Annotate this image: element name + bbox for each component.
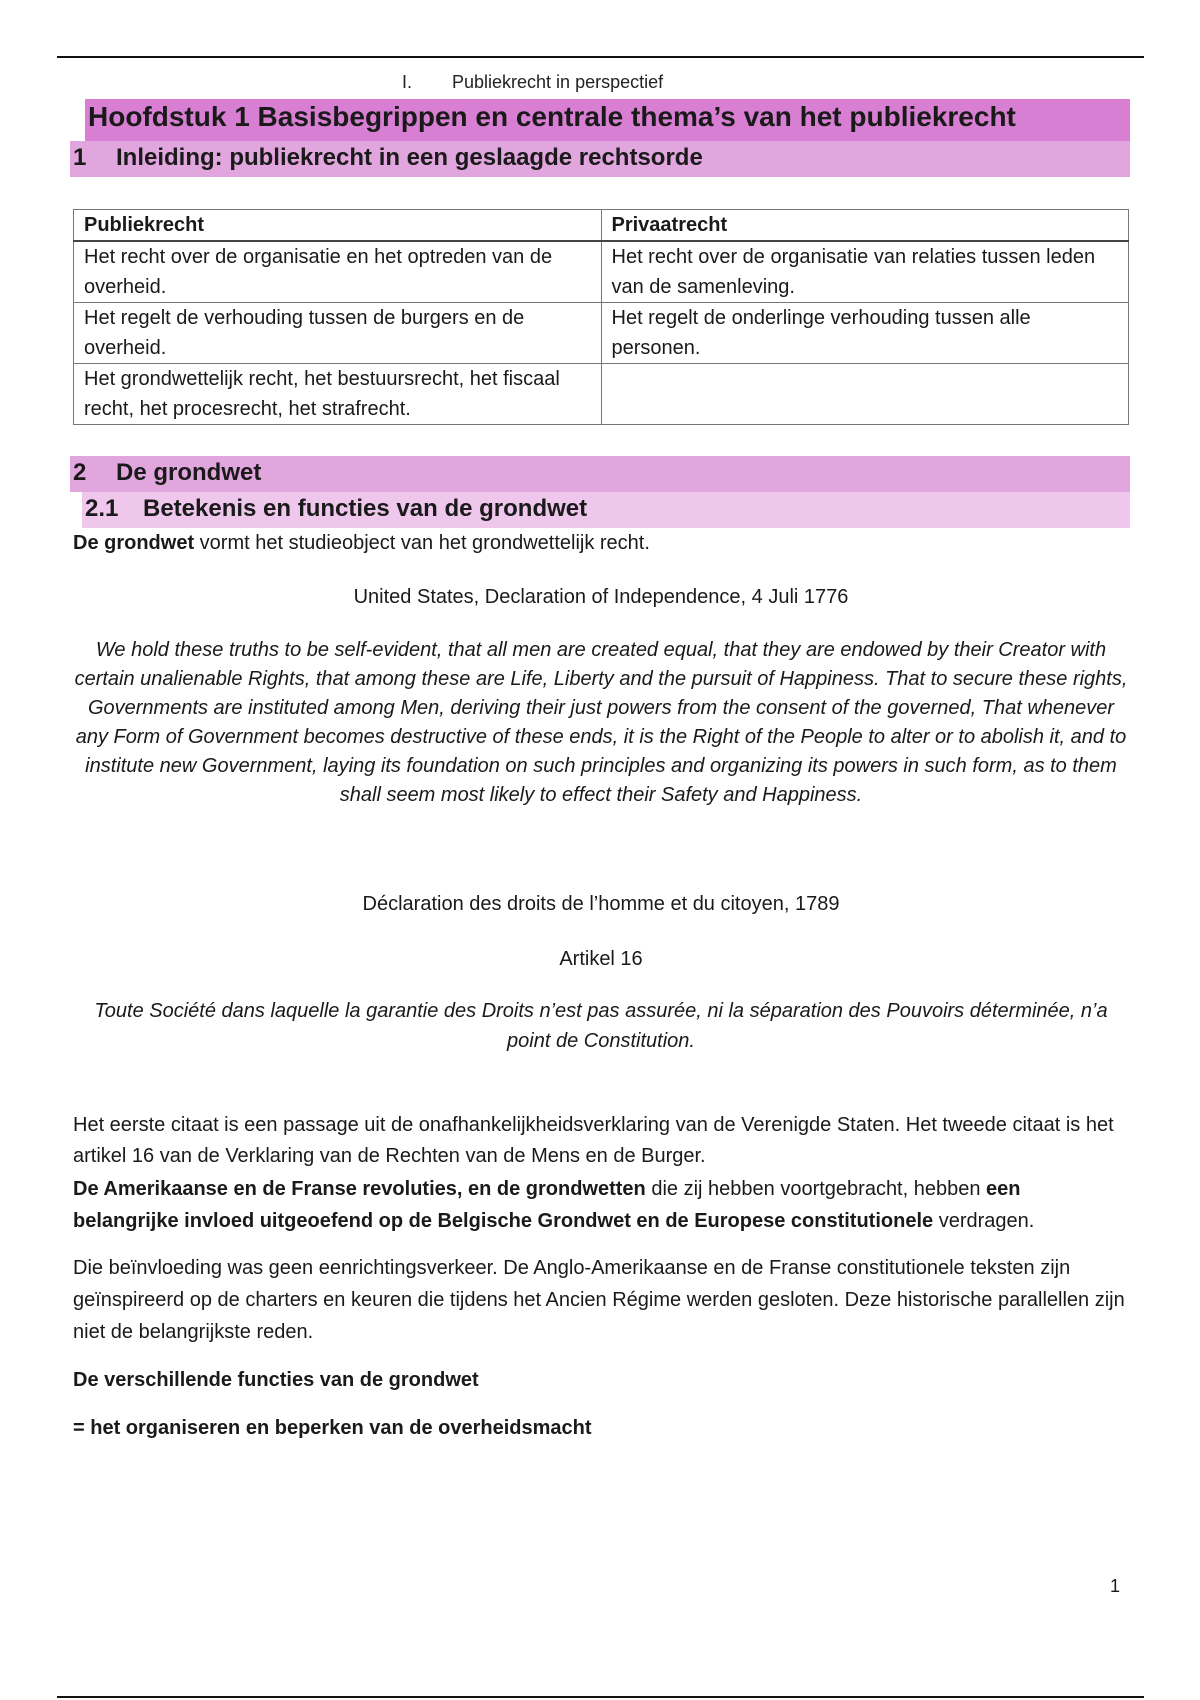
table-cell: Het regelt de verhouding tussen de burgers en de overheid. xyxy=(74,303,602,364)
section-2-heading xyxy=(70,456,1130,492)
quote-1-text: We hold these truths to be self-evident, that all men are created equal, that they are endowed by their Creator with certain unalienable Rights, that among these are Life, Liberty and the pursuit of Happiness. That to secure these rights, Governments are instituted among Men, deriving their just powers from the consent of the governed, That whenever any Form of Government becomes destructive of these ends, it is the Right of the People to alter or to abolish it, and to institute new Government, laying its foundation on such principles and organizing its powers in such form, as to them shall seem most likely to effect their Safety and Happiness. xyxy=(74,639,1128,806)
table-cell: Het grondwettelijk recht, het bestuursrecht, het fiscaal recht, het procesrecht, het strafrecht. xyxy=(74,364,602,425)
chapter-heading: Hoofdstuk 1 Basisbegrippen en centrale thema’s van het publiekrecht xyxy=(85,99,1130,141)
section-2-1-heading xyxy=(82,492,1130,528)
table-cell: Het recht over de organisatie en het optreden van de overheid. xyxy=(74,241,602,303)
functions-definition xyxy=(73,1412,1129,1444)
intro-bold: De grondwet xyxy=(73,532,195,554)
comparison-table xyxy=(73,209,1129,425)
page-number: 1 xyxy=(1110,1576,1121,1596)
paragraph-history: Die beïnvloeding was geen eenrichtingsverkeer. De Anglo-Amerikaanse en de Franse constitutionele teksten zijn geïnspireerd op de charters en keuren die tijdens het Ancien Régime werden gesloten. Deze historische parallellen zijn niet de belangrijkste reden. xyxy=(73,1257,1125,1343)
table-row xyxy=(74,303,1129,364)
section-2-1-number: 2.1 xyxy=(85,495,119,522)
quote-2-article: Artikel 16 xyxy=(559,948,643,970)
table-header-publiekrecht: Publiekrecht xyxy=(74,210,602,242)
table-cell: Het regelt de onderlinge verhouding tussen alle personen. xyxy=(601,303,1129,364)
intro-paragraph xyxy=(73,527,1129,559)
influence-bold-2: een belangrijke invloed uitgeoefend op de Belgische Grondwet en de Europese constitutionele xyxy=(73,1178,1021,1232)
table-row xyxy=(74,364,1129,425)
section-1-title: Inleiding: publiekrecht in een geslaagde rechtsorde xyxy=(116,144,703,171)
paragraph-citations: Het eerste citaat is een passage uit de onafhankelijkheidsverklaring van de Verenigde Staten. Het tweede citaat is het artikel 16 van de Verklaring van de Rechten van de Mens en de Burger. xyxy=(73,1114,1114,1167)
section-1-number: 1 xyxy=(73,144,87,171)
section-2-1-title: Betekenis en functies van de grondwet xyxy=(143,495,588,522)
top-rule xyxy=(57,56,1144,58)
section-2-title: De grondwet xyxy=(116,459,262,486)
quote-2-source: Déclaration des droits de l’homme et du citoyen, 1789 xyxy=(362,893,840,915)
table-cell xyxy=(601,364,1129,425)
functions-definition-text: = het organiseren en beperken van de overheidsmacht xyxy=(73,1417,592,1439)
intro-rest: vormt het studieobject van het grondwettelijk recht. xyxy=(194,532,650,554)
influence-mid: die zij hebben voortgebracht, hebben xyxy=(645,1178,987,1200)
influence-end: verdragen. xyxy=(933,1210,1035,1232)
functions-heading-text: De verschillende functies van de grondwet xyxy=(73,1369,479,1391)
quote-2-text: Toute Société dans laquelle la garantie des Droits n’est pas assurée, ni la séparation des Pouvoirs déterminée, n’a point de Constitution. xyxy=(94,1000,1108,1052)
running-header-number: I. xyxy=(402,72,413,92)
influence-bold-1: De Amerikaanse en de Franse revoluties, en de grondwetten xyxy=(73,1178,646,1200)
running-header-title: Publiekrecht in perspectief xyxy=(452,72,664,92)
table-header-row xyxy=(74,210,1129,242)
quote-1-source: United States, Declaration of Independence, 4 Juli 1776 xyxy=(353,586,849,608)
table-header-privaatrecht: Privaatrecht xyxy=(601,210,1129,242)
functions-heading xyxy=(73,1364,1129,1396)
table-row xyxy=(74,241,1129,303)
section-1-heading xyxy=(70,141,1130,177)
bottom-rule xyxy=(57,1696,1144,1698)
paragraph-influence xyxy=(73,1173,1129,1237)
section-2-number: 2 xyxy=(73,459,87,486)
table-cell: Het recht over de organisatie van relaties tussen leden van de samenleving. xyxy=(601,241,1129,303)
